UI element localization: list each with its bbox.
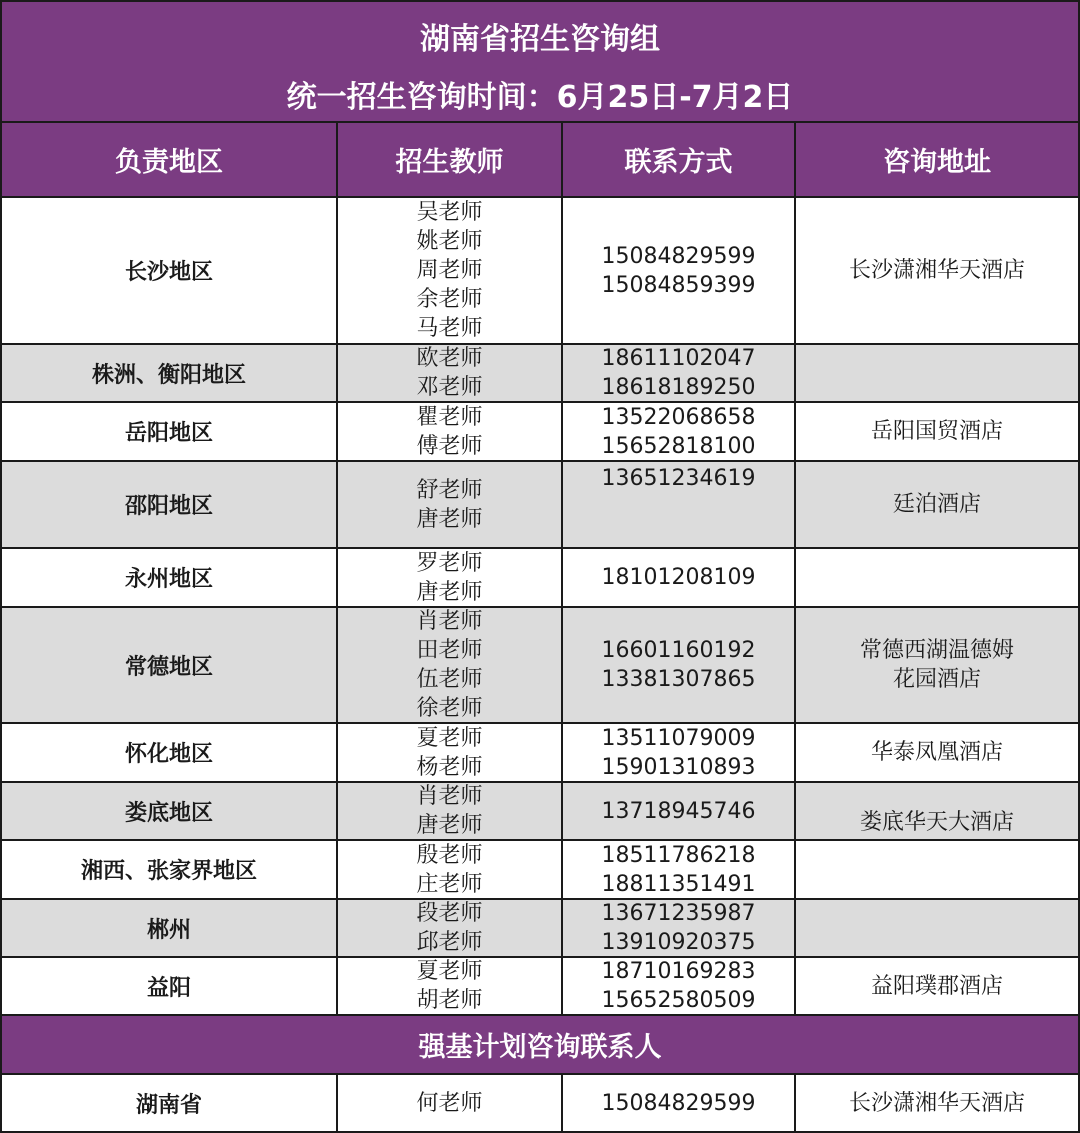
teacher-cell-line: 夏老师 — [416, 959, 483, 984]
region-cell — [2, 345, 338, 403]
teacher-cell-line: 唐老师 — [416, 579, 483, 605]
teacher-cell-line: 杨老师 — [416, 754, 483, 780]
teacher-cell-line: 夏老师 — [416, 725, 483, 751]
address-cell — [796, 549, 1078, 608]
phone-cell-line: 13381307865 — [601, 667, 756, 692]
teacher-cell-line: 邱老师 — [416, 930, 483, 955]
teacher-cell — [338, 841, 563, 900]
phone-cell — [563, 783, 796, 841]
teacher-cell — [338, 608, 563, 724]
phone-cell-line: 13671235987 — [601, 901, 756, 926]
header-region: 负责地区 — [2, 123, 338, 198]
address-cell — [796, 345, 1078, 403]
teacher-cell — [338, 462, 563, 549]
phone-cell-line: 18511786218 — [601, 842, 756, 868]
phone-cell-line: 16601160192 — [601, 638, 756, 663]
phone-cell — [563, 608, 796, 724]
teacher-cell-line: 瞿老师 — [416, 404, 483, 430]
teacher-cell-line: 马老师 — [416, 316, 483, 341]
address-cell — [796, 724, 1078, 783]
region-label: 湘西、张家界地区 — [80, 859, 257, 884]
region-cell — [2, 783, 338, 841]
phone-cell — [563, 198, 796, 345]
header-address: 咨询地址 — [796, 123, 1078, 198]
phone-cell-line: 18710169283 — [601, 959, 756, 984]
phone-cell — [563, 724, 796, 783]
phone-cell-line: 13651234619 — [601, 466, 756, 491]
teacher-cell-line: 段老师 — [416, 901, 483, 926]
region-label: 娄底地区 — [124, 800, 213, 826]
phone-cell-line: 18811351491 — [601, 871, 756, 897]
phone-cell — [563, 958, 796, 1016]
teacher-cell-line: 欧老师 — [416, 346, 483, 371]
phone-cell-line: 18618189250 — [601, 375, 756, 400]
teacher-cell-line: 余老师 — [416, 287, 483, 312]
teacher-cell — [338, 345, 563, 403]
region-cell — [2, 403, 338, 462]
section-address: 长沙潇湘华天酒店 — [796, 1075, 1078, 1131]
address-cell-line: 廷泊酒店 — [892, 492, 981, 517]
region-cell — [2, 724, 338, 783]
teacher-cell-line: 田老师 — [416, 638, 483, 663]
address-cell-line: 常德西湖温德姆 — [859, 638, 1014, 663]
region-label: 邵阳地区 — [124, 494, 213, 519]
teacher-cell-line: 唐老师 — [416, 506, 483, 532]
region-cell — [2, 841, 338, 900]
teacher-cell — [338, 958, 563, 1016]
address-cell — [796, 608, 1078, 724]
section-teacher: 何老师 — [338, 1075, 563, 1131]
phone-cell-line: 18611102047 — [601, 346, 756, 371]
phone-cell-line: 18101208109 — [601, 565, 756, 590]
teacher-cell-line: 周老师 — [416, 258, 483, 283]
title-line-2: 统一招生咨询时间：6月25日-7月2日 — [286, 80, 794, 115]
address-cell — [796, 462, 1078, 549]
section-region: 湖南省 — [2, 1075, 338, 1131]
phone-cell — [563, 345, 796, 403]
address-cell-line: 益阳璞郡酒店 — [870, 973, 1003, 999]
region-label: 怀化地区 — [124, 742, 213, 767]
address-cell-line: 长沙潇湘华天酒店 — [848, 258, 1025, 283]
teacher-cell — [338, 549, 563, 608]
address-cell — [796, 841, 1078, 900]
region-cell — [2, 958, 338, 1016]
region-cell — [2, 198, 338, 345]
teacher-cell-line: 姚老师 — [416, 229, 483, 254]
table-title — [2, 2, 1078, 123]
teacher-cell-line: 庄老师 — [416, 871, 483, 897]
region-cell — [2, 608, 338, 724]
phone-cell — [563, 549, 796, 608]
teacher-cell-line: 罗老师 — [416, 550, 483, 576]
phone-cell — [563, 900, 796, 958]
region-cell — [2, 462, 338, 549]
region-label: 郴州 — [146, 917, 191, 943]
address-cell-line: 岳阳国贸酒店 — [870, 419, 1003, 444]
phone-cell-line: 15652580509 — [601, 988, 756, 1013]
teacher-cell — [338, 783, 563, 841]
address-cell — [796, 403, 1078, 462]
teacher-cell-line: 舒老师 — [416, 477, 483, 503]
phone-cell-line: 15084859399 — [601, 272, 756, 298]
section-title: 强基计划咨询联系人 — [2, 1016, 1078, 1075]
teacher-cell-line: 伍老师 — [416, 667, 483, 692]
header-teacher: 招生教师 — [338, 123, 563, 198]
title-line-1: 湖南省招生咨询组 — [420, 22, 660, 57]
teacher-cell-line: 徐老师 — [416, 696, 483, 721]
phone-cell — [563, 462, 796, 549]
teacher-cell-line: 邓老师 — [416, 375, 483, 400]
region-cell — [2, 549, 338, 608]
section-phone: 15084829599 — [563, 1075, 796, 1131]
address-cell — [796, 900, 1078, 958]
teacher-cell — [338, 900, 563, 958]
region-label: 株洲、衡阳地区 — [91, 362, 246, 388]
region-label: 益阳 — [146, 975, 191, 1001]
phone-cell-line: 13910920375 — [601, 930, 756, 955]
teacher-cell-line: 胡老师 — [416, 988, 483, 1013]
phone-cell-line: 13522068658 — [601, 404, 756, 430]
phone-cell-line: 13718945746 — [601, 798, 756, 824]
teacher-cell-line: 殷老师 — [416, 842, 483, 868]
phone-cell-line: 15652818100 — [601, 433, 756, 459]
region-label: 岳阳地区 — [124, 421, 213, 446]
region-label: 永州地区 — [124, 567, 213, 592]
teacher-cell-line: 唐老师 — [416, 813, 483, 838]
teacher-cell-line: 吴老师 — [416, 200, 483, 225]
phone-cell — [563, 841, 796, 900]
header-contact: 联系方式 — [563, 123, 796, 198]
phone-cell-line: 13511079009 — [601, 725, 756, 751]
phone-cell-line: 15084829599 — [601, 243, 756, 269]
address-cell — [796, 783, 1078, 841]
teacher-cell-line: 傅老师 — [416, 433, 483, 459]
phone-cell-line: 15901310893 — [601, 754, 756, 780]
teacher-cell-line: 肖老师 — [416, 784, 483, 809]
region-label: 常德地区 — [124, 654, 213, 680]
teacher-cell — [338, 724, 563, 783]
phone-cell — [563, 403, 796, 462]
address-cell-line: 华泰凤凰酒店 — [870, 740, 1003, 765]
address-cell-line: 娄底华天大酒店 — [859, 810, 1014, 835]
teacher-cell — [338, 403, 563, 462]
region-cell — [2, 900, 338, 958]
teacher-cell-line: 肖老师 — [416, 609, 483, 634]
address-cell — [796, 198, 1078, 345]
region-label: 长沙地区 — [124, 260, 213, 285]
address-cell-line: 花园酒店 — [892, 667, 981, 692]
teacher-cell — [338, 198, 563, 345]
address-cell — [796, 958, 1078, 1016]
